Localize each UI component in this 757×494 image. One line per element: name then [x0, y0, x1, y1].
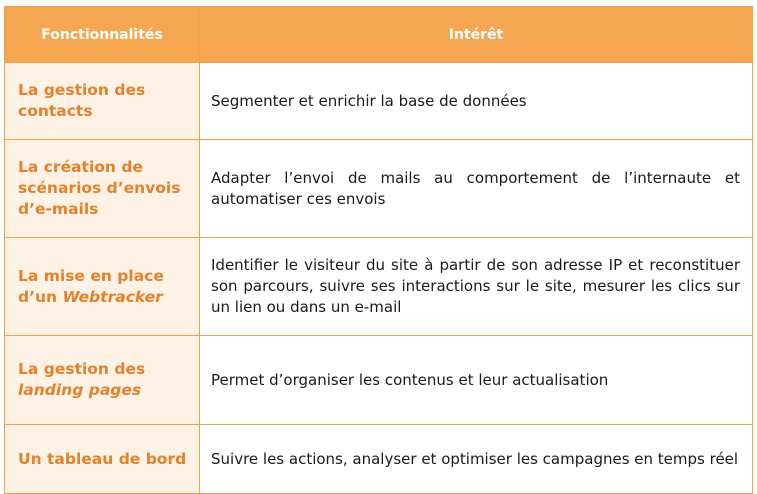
table-header-row [5, 7, 753, 63]
interest-cell [200, 425, 753, 494]
feature-cell [5, 63, 200, 140]
table-row [5, 140, 753, 238]
feature-cell [5, 336, 200, 425]
features-table [4, 6, 753, 494]
table-row [5, 63, 753, 140]
feature-label: La gestion des contacts [18, 81, 146, 120]
interest-cell [200, 336, 753, 425]
interest-text: Suivre les actions, analyser et optimiser les campagnes en temps réel [211, 449, 739, 468]
table-row [5, 238, 753, 336]
feature-cell [5, 238, 200, 336]
feature-label: Un tableau de bord [18, 449, 187, 468]
interest-text: Segmenter et enrichir la base de données [211, 91, 527, 110]
interest-cell [200, 63, 753, 140]
feature-label-italic: Webtracker [62, 287, 163, 306]
interest-cell [200, 238, 753, 336]
header-features: Fonctionnalités [5, 7, 200, 63]
feature-label-prefix: La mise en place d’un [18, 266, 164, 306]
interest-text: Identifier le visiteur du site à partir de son adresse IP et reconstituer son parcours, suivre ses interactions sur le site, mesurer les clics sur un lien ou dans un e-mail [211, 256, 740, 316]
table-row [5, 425, 753, 494]
interest-text: Permet d’organiser les contenus et leur actualisation [211, 370, 609, 389]
interest-text: Adapter l’envoi de mails au comportement de l’internaute et automatiser ces envois [211, 168, 740, 208]
header-interest: Intérêt [200, 7, 753, 63]
feature-label-prefix: La gestion des [18, 360, 146, 378]
feature-label-italic: landing pages [18, 381, 142, 399]
interest-cell [200, 140, 753, 238]
feature-label: La création de scénarios d’envois d’e-mails [18, 158, 181, 218]
feature-cell [5, 140, 200, 238]
feature-cell [5, 425, 200, 494]
table-row [5, 336, 753, 425]
